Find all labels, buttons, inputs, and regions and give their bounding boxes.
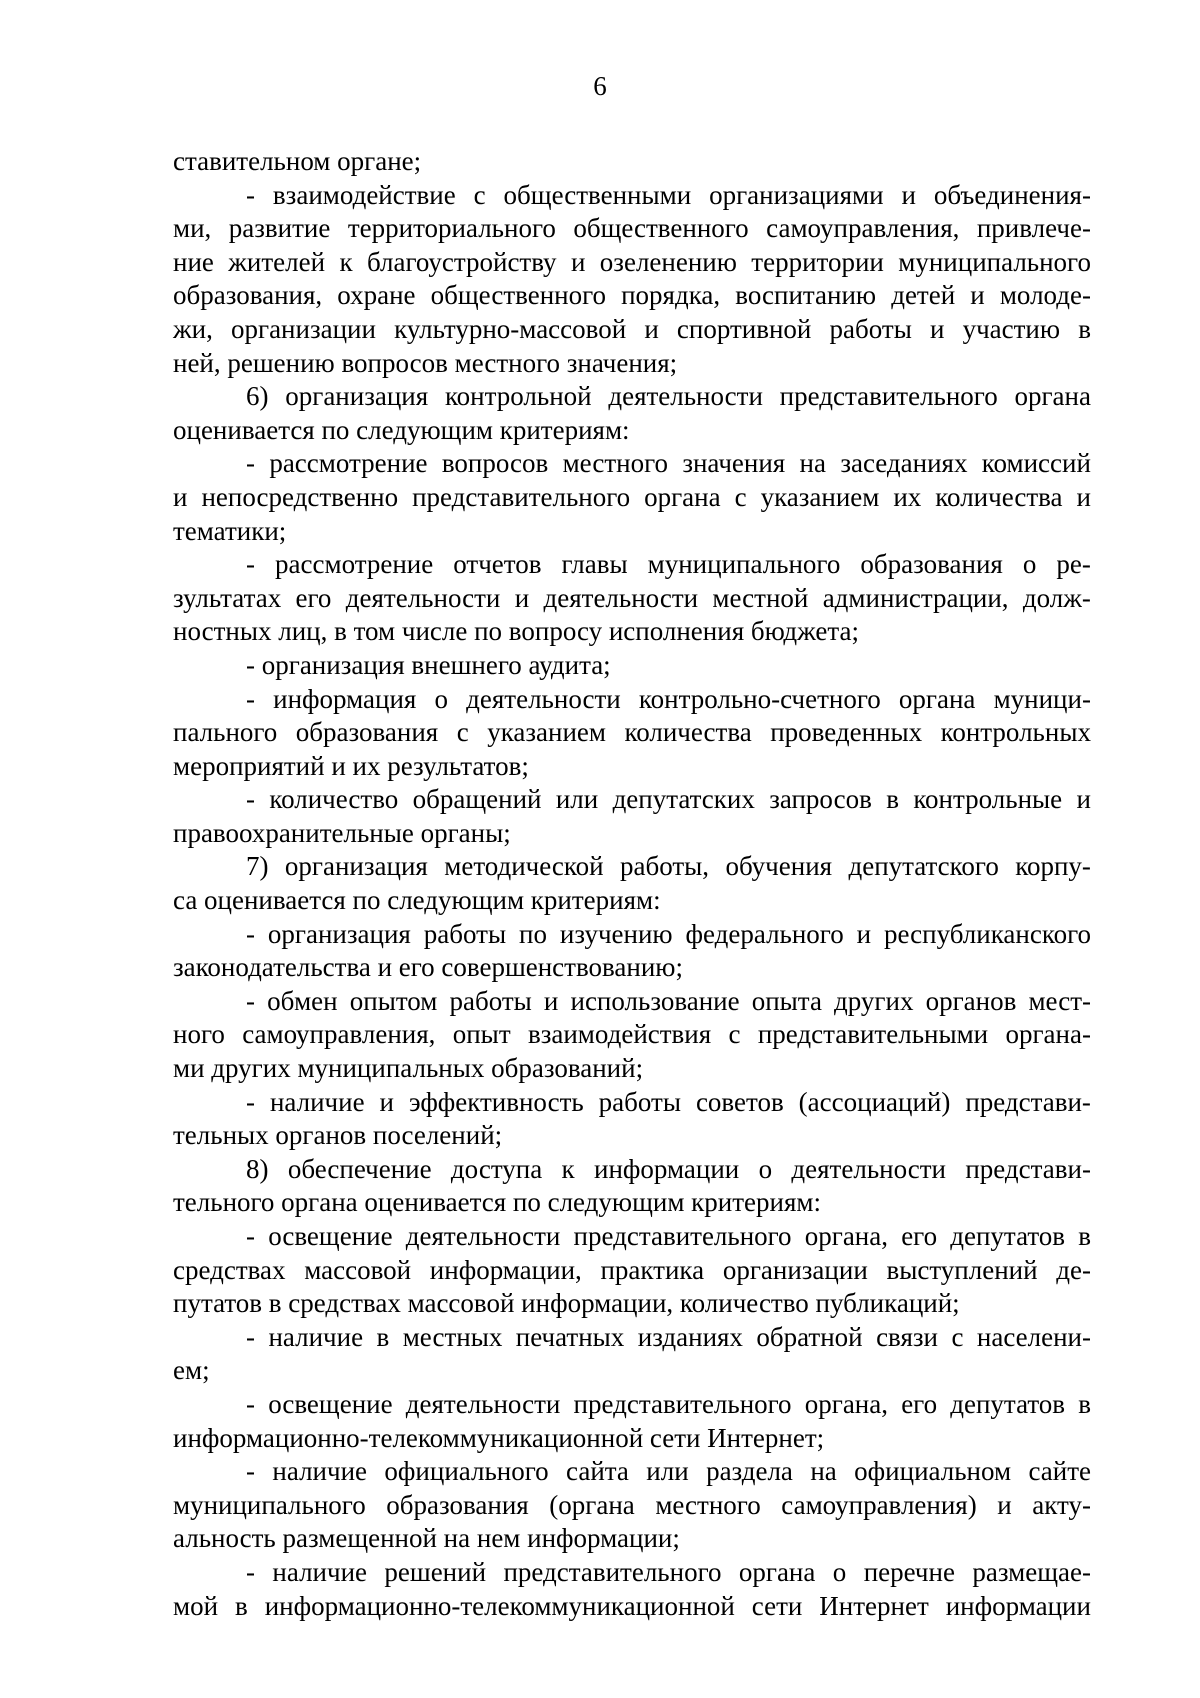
word: жи,	[173, 313, 213, 344]
word: освещение	[268, 1388, 393, 1419]
word: советов	[695, 1086, 784, 1117]
word: (ассоциаций)	[798, 1086, 951, 1117]
word: о	[1022, 549, 1037, 580]
word: контрольно-счетного	[638, 683, 881, 714]
word: комиссий	[981, 448, 1091, 479]
word: указанием	[760, 481, 880, 512]
word: образования	[860, 549, 1003, 580]
text-line: - организация внешнего аудита;	[246, 649, 611, 680]
text-line	[173, 313, 1091, 347]
word: -	[246, 1388, 255, 1419]
word: территориального	[347, 213, 556, 244]
text-line: законодательства и его совершенствованию;	[173, 952, 683, 983]
word: самоуправления,	[766, 213, 960, 244]
text-line	[173, 1018, 1091, 1052]
word: наличие	[272, 1456, 368, 1487]
word: порядка,	[621, 280, 721, 311]
word: решений	[384, 1556, 487, 1587]
word: жителей	[228, 246, 326, 277]
word: мой	[173, 1590, 219, 1621]
word: информации	[945, 1590, 1091, 1621]
word: и	[856, 918, 872, 949]
text-line: тельных органов поселений;	[173, 1120, 503, 1151]
text-line	[173, 1153, 1091, 1187]
word: акту-	[1032, 1489, 1091, 1520]
word: привлече-	[976, 213, 1091, 244]
word: рассмотрение	[275, 549, 434, 580]
word: главы	[561, 549, 628, 580]
word: запросов	[769, 784, 872, 815]
text-line: путатов в средствах массовой информации, количество публикаций;	[173, 1288, 960, 1319]
word: молоде-	[999, 280, 1091, 311]
word: -	[246, 1456, 255, 1487]
word: к	[561, 1153, 575, 1184]
word: его	[901, 1388, 938, 1419]
word: в	[235, 1590, 248, 1621]
word: мест-	[1028, 985, 1091, 1016]
word: информации,	[429, 1254, 582, 1285]
text-line	[173, 1590, 1091, 1624]
word: -	[246, 179, 255, 210]
word: администрации,	[822, 582, 1009, 613]
text-line	[173, 1321, 1091, 1355]
word: организациями	[709, 179, 884, 210]
word: официальном	[854, 1456, 1012, 1487]
word: корпу-	[1015, 851, 1091, 882]
word: работы	[598, 1086, 681, 1117]
word: озеленению	[599, 246, 737, 277]
word: образования,	[173, 280, 323, 311]
word: и	[644, 313, 659, 344]
word: -	[246, 683, 255, 714]
word: контрольных	[940, 717, 1091, 748]
word: органа	[1014, 381, 1091, 412]
word: изданиях	[637, 1321, 743, 1352]
text-line	[173, 918, 1091, 952]
word: деятельности	[791, 1153, 946, 1184]
word: рассмотрение	[269, 448, 428, 479]
word: информации	[594, 1153, 740, 1184]
word: или	[555, 784, 599, 815]
word: сети	[751, 1590, 803, 1621]
word: детей	[891, 280, 956, 311]
word: самоуправления,	[242, 1019, 436, 1050]
word: долж-	[1022, 582, 1091, 613]
word: де-	[1056, 1254, 1091, 1285]
word: непосредственно	[201, 481, 399, 512]
word: наличие	[272, 1556, 368, 1587]
word: с	[456, 717, 469, 748]
word: деятельности	[543, 582, 699, 613]
word: населени-	[976, 1321, 1091, 1352]
word: контрольной	[444, 381, 592, 412]
word: спортивной	[676, 313, 812, 344]
text-line	[173, 246, 1091, 280]
word: и	[1076, 481, 1091, 512]
word: информация	[273, 683, 417, 714]
word: работы	[449, 985, 532, 1016]
word: обучения	[725, 851, 833, 882]
word: опытом	[349, 985, 438, 1016]
word: выступлений	[886, 1254, 1038, 1285]
text-line: мероприятий и их результатов;	[173, 750, 529, 781]
word: организация	[285, 381, 429, 412]
word: организация	[267, 918, 411, 949]
word: 7)	[246, 851, 269, 882]
word: представительного	[779, 381, 998, 412]
word: изучению	[559, 918, 673, 949]
word: (органа	[549, 1489, 635, 1520]
word: общественного	[573, 213, 749, 244]
text-line	[173, 1220, 1091, 1254]
word: в	[376, 1321, 390, 1352]
word: -	[246, 448, 255, 479]
word: с	[951, 1321, 964, 1352]
text-line	[173, 683, 1091, 717]
word: муниципального	[173, 1489, 366, 1520]
word: наличие	[268, 1321, 364, 1352]
word: перечне	[863, 1556, 955, 1587]
word: -	[246, 918, 255, 949]
word: органа	[644, 481, 721, 512]
word: информационно-телекоммуникационной	[264, 1590, 735, 1621]
text-line	[173, 447, 1091, 481]
word: -	[246, 1086, 255, 1117]
word: их	[893, 481, 922, 512]
text-line	[173, 582, 1091, 616]
word: местного	[562, 448, 668, 479]
word: органа-	[1005, 1019, 1091, 1050]
word: -	[246, 1221, 255, 1251]
word: органа	[738, 1556, 816, 1587]
word: и	[1076, 784, 1091, 815]
word: эффективность	[408, 1086, 584, 1117]
word: и	[970, 280, 985, 311]
word: деятельности	[345, 582, 501, 613]
text-line	[173, 985, 1091, 1019]
word: обратной	[756, 1321, 863, 1352]
text-line	[173, 179, 1091, 213]
word: деятельности	[608, 381, 763, 412]
word: -	[246, 1556, 255, 1587]
text-line: альность размещенной на нем информации;	[173, 1523, 680, 1554]
word: 6)	[246, 381, 269, 412]
document-body	[173, 145, 1091, 1623]
text-line: са оценивается по следующим критериям:	[173, 885, 661, 916]
word: связи	[876, 1321, 938, 1352]
page-number: 6	[593, 71, 607, 101]
word: ние	[173, 246, 214, 277]
word: органов	[925, 985, 1017, 1016]
word: зультатах	[173, 582, 282, 613]
text-line	[173, 1455, 1091, 1489]
word: пального	[173, 717, 278, 748]
word: представительного	[412, 481, 631, 512]
word: представительного	[573, 1388, 792, 1419]
text-line	[173, 850, 1091, 884]
word: ного	[173, 1019, 225, 1050]
word: и	[901, 179, 916, 210]
word: объединения-	[933, 179, 1091, 210]
word: деятельности	[405, 1221, 561, 1251]
word: практика	[600, 1254, 705, 1285]
text-line: оценивается по следующим критериям:	[173, 414, 630, 445]
word: с	[734, 481, 747, 512]
word: организации	[231, 313, 376, 344]
word: Интернет	[819, 1590, 929, 1621]
word: муниципального	[647, 549, 841, 580]
word: взаимодействие	[272, 179, 456, 210]
word: и	[543, 985, 559, 1016]
word: в	[1078, 1221, 1091, 1251]
word: деятельности	[466, 683, 621, 714]
word: обмен	[267, 985, 338, 1016]
word: отчетов	[453, 549, 542, 580]
word: воспитанию	[735, 280, 877, 311]
word: деятельности	[405, 1388, 561, 1419]
word: на	[810, 1456, 837, 1487]
word: депутатского	[848, 851, 999, 882]
word: благоустройству	[366, 246, 557, 277]
text-line	[173, 380, 1091, 414]
word: местной	[712, 582, 809, 613]
word: муниципального	[898, 246, 1091, 277]
word: опыт	[452, 1019, 511, 1050]
word: его	[901, 1221, 938, 1251]
word: общественными	[503, 179, 692, 210]
word: -	[246, 784, 255, 815]
word: обращений	[412, 784, 542, 815]
word: обеспечение	[287, 1153, 432, 1184]
word: и	[929, 313, 945, 344]
word: и	[379, 1086, 394, 1117]
word: о	[832, 1556, 847, 1587]
text-line	[173, 279, 1091, 313]
word: органа,	[804, 1388, 888, 1419]
word: депутатов	[950, 1388, 1066, 1419]
word: участию	[962, 313, 1061, 344]
word: сайта	[566, 1456, 629, 1487]
word: опыта	[751, 985, 822, 1016]
word: представи-	[965, 1086, 1091, 1117]
word: культурно-массовой	[394, 313, 627, 344]
word: и	[570, 246, 586, 277]
word: официального	[384, 1456, 549, 1487]
word: местных	[402, 1321, 503, 1352]
word: и	[173, 481, 188, 512]
word: массовой	[304, 1254, 412, 1285]
word: образования	[386, 1489, 529, 1520]
text-line	[173, 1254, 1091, 1288]
text-line	[173, 1489, 1091, 1523]
word: общественного	[430, 280, 606, 311]
word: представи-	[965, 1153, 1091, 1184]
word: проведенных	[770, 717, 923, 748]
word: использование	[570, 985, 740, 1016]
word: заседаниях	[840, 448, 968, 479]
word: в	[1078, 1388, 1091, 1419]
word: количества	[624, 717, 752, 748]
word: количества	[935, 481, 1063, 512]
text-line: тельного органа оценивается по следующим критериям:	[173, 1187, 821, 1218]
word: и	[997, 1489, 1012, 1520]
word: вопросов	[441, 448, 549, 479]
word: -	[246, 549, 255, 580]
word: органа,	[804, 1221, 888, 1251]
text-line: ми других муниципальных образований;	[173, 1053, 644, 1084]
word: сайте	[1028, 1456, 1091, 1487]
text-line	[173, 716, 1091, 750]
word: депутатских	[612, 784, 755, 815]
word: или	[646, 1456, 689, 1487]
word: о	[434, 683, 448, 714]
word: контрольные	[913, 784, 1063, 815]
text-line	[173, 1388, 1091, 1422]
word: -	[246, 1321, 255, 1352]
text-line: тематики;	[173, 515, 287, 546]
word: по	[519, 918, 547, 949]
word: с	[473, 179, 486, 210]
word: в	[1078, 313, 1091, 344]
word: охране	[337, 280, 416, 311]
word: представительного	[573, 1221, 792, 1251]
word: развитие	[228, 213, 331, 244]
word: указанием	[487, 717, 606, 748]
text-line	[173, 481, 1091, 515]
word: других	[834, 985, 914, 1016]
text-line: ней, решению вопросов местного значения;	[173, 347, 678, 378]
text-line: ностных лиц, в том числе по вопросу исполнения бюджета;	[173, 616, 860, 647]
word: ми,	[173, 213, 212, 244]
word: представительного	[503, 1556, 722, 1587]
word: работы	[829, 313, 912, 344]
word: освещение	[268, 1221, 393, 1251]
word: на	[799, 448, 826, 479]
word: к	[339, 246, 353, 277]
word: с	[728, 1019, 741, 1050]
word: депутатов	[950, 1221, 1066, 1251]
word: муници-	[993, 683, 1091, 714]
word: печатных	[515, 1321, 625, 1352]
word: образования	[295, 717, 439, 748]
word: средствах	[173, 1254, 286, 1285]
text-line	[173, 1086, 1091, 1120]
word: методической	[444, 851, 604, 882]
word: количество	[269, 784, 399, 815]
word: взаимодействия	[527, 1019, 712, 1050]
word: республиканского	[884, 918, 1091, 949]
text-line	[173, 548, 1091, 582]
word: ре-	[1056, 549, 1091, 580]
word: -	[246, 985, 255, 1016]
text-line: ставительном органе;	[173, 146, 422, 176]
word: наличие	[269, 1086, 365, 1117]
word: организация	[284, 851, 428, 882]
word: его	[295, 582, 332, 613]
text-line: ем;	[173, 1355, 210, 1386]
text-line	[173, 1556, 1091, 1590]
word: органа	[898, 683, 976, 714]
word: и	[514, 582, 530, 613]
word: организации	[722, 1254, 868, 1285]
word: местного	[655, 1489, 761, 1520]
word: работы	[423, 918, 507, 949]
word: представительными	[757, 1019, 989, 1050]
word: о	[758, 1153, 773, 1184]
text-line: правоохранительные органы;	[173, 817, 511, 848]
text-line	[173, 212, 1091, 246]
word: доступа	[450, 1153, 543, 1184]
word: значения	[682, 448, 786, 479]
word: в	[886, 784, 899, 815]
word: самоуправления)	[781, 1489, 977, 1520]
text-line	[173, 783, 1091, 817]
word: 8)	[246, 1153, 269, 1184]
word: размещае-	[972, 1556, 1091, 1587]
word: федерального	[685, 918, 844, 949]
word: раздела	[706, 1456, 793, 1487]
word: работы,	[620, 851, 710, 882]
word: территории	[751, 246, 884, 277]
text-line: информационно-телекоммуникационной сети Интернет;	[173, 1422, 825, 1453]
